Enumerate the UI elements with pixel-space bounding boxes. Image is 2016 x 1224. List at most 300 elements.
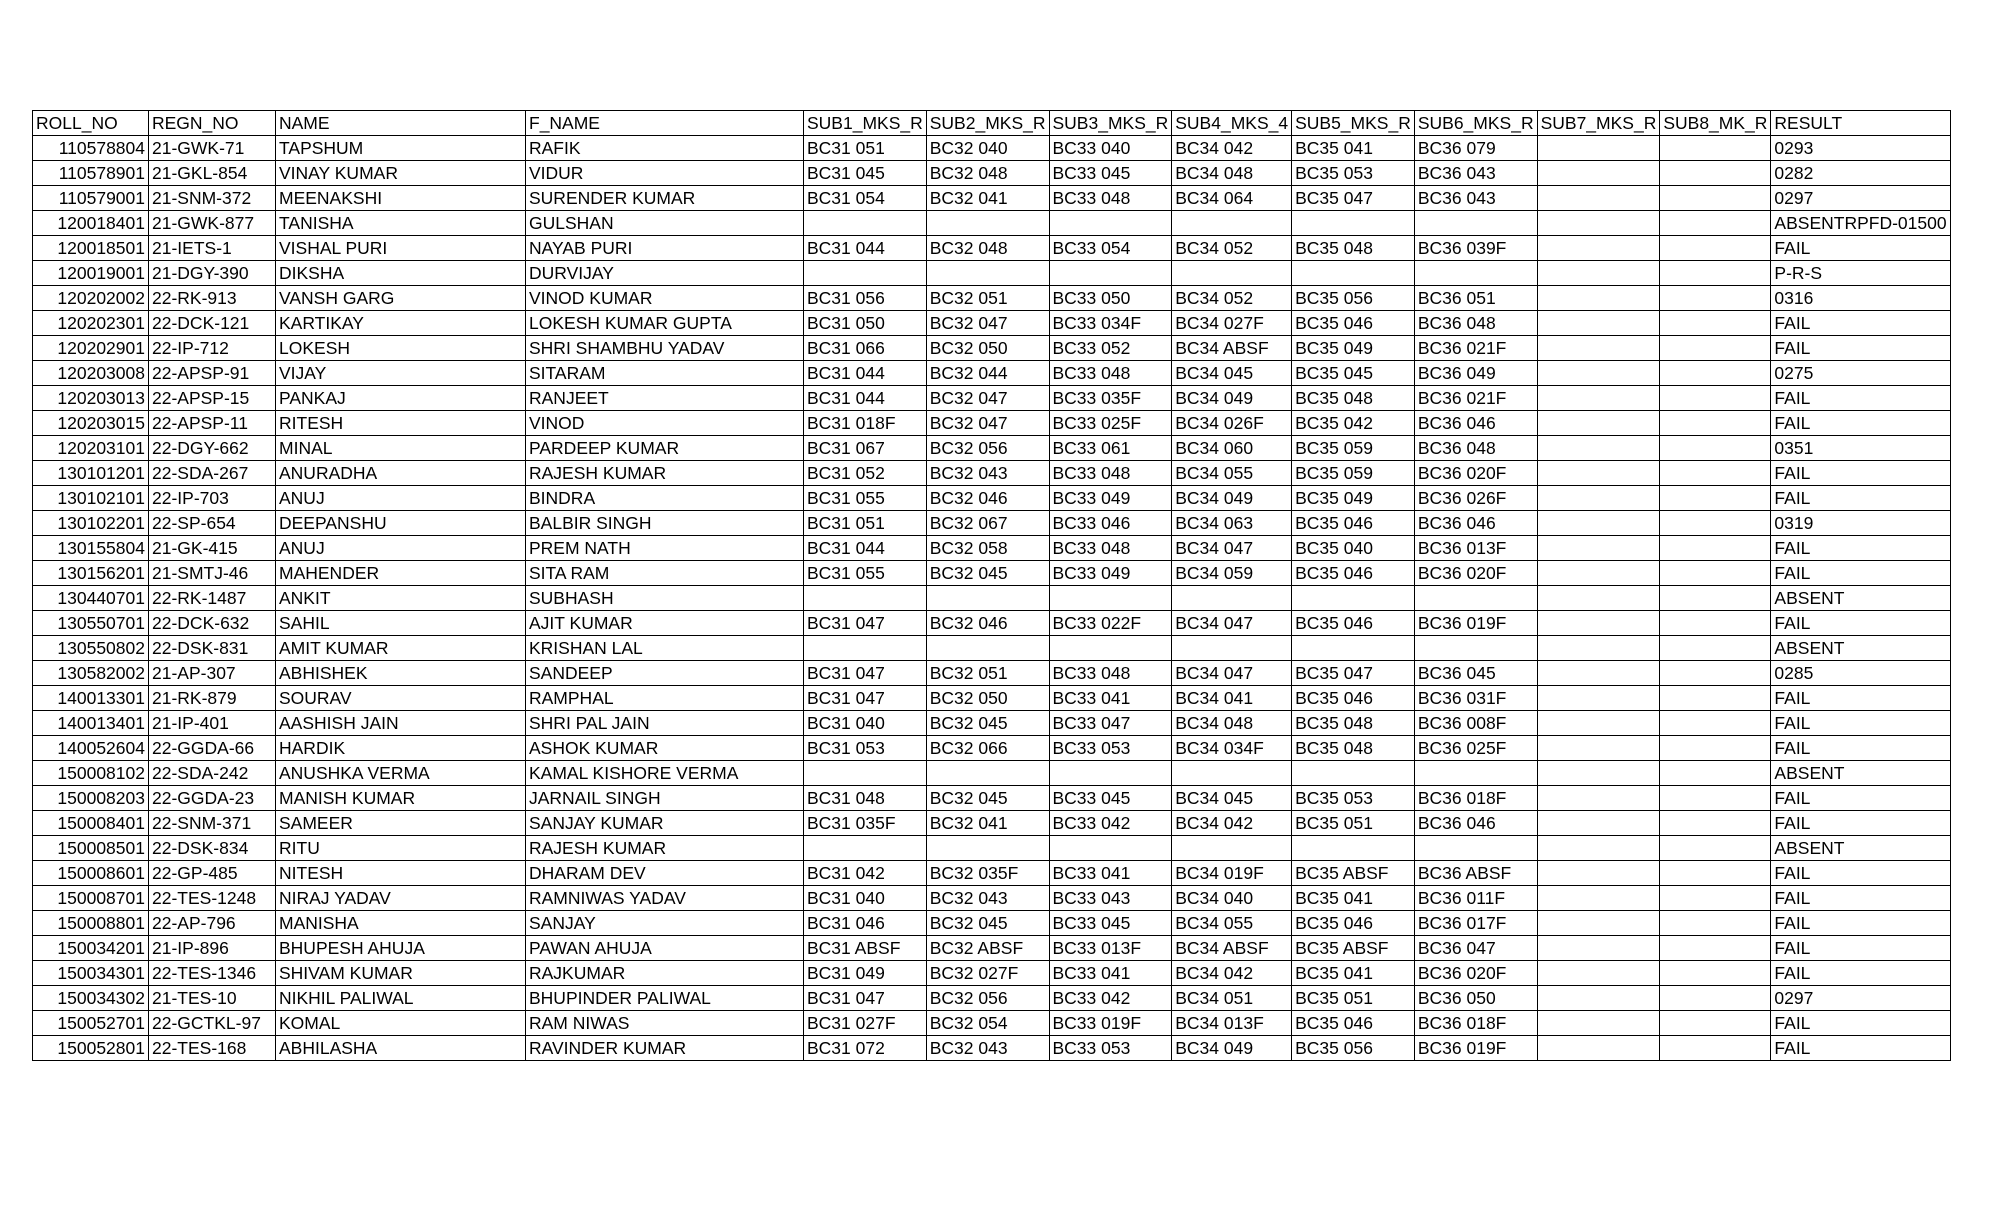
cell-sub5-mks-r: BC35 042	[1292, 411, 1415, 436]
cell-roll-no: 140052604	[33, 736, 149, 761]
cell-name: LOKESH	[276, 336, 526, 361]
cell-regn-no: 21-GWK-877	[149, 211, 276, 236]
cell-sub5-mks-r: BC35 047	[1292, 186, 1415, 211]
cell-sub8-mk-r	[1660, 586, 1771, 611]
cell-sub3-mks-r: BC33 048	[1049, 186, 1172, 211]
cell-regn-no: 21-DGY-390	[149, 261, 276, 286]
cell-sub8-mk-r	[1660, 911, 1771, 936]
cell-sub3-mks-r: BC33 040	[1049, 136, 1172, 161]
cell-sub5-mks-r: BC35 046	[1292, 511, 1415, 536]
cell-sub8-mk-r	[1660, 236, 1771, 261]
cell-f-name: SITA RAM	[526, 561, 804, 586]
cell-sub4-mks-4: BC34 026F	[1172, 411, 1292, 436]
cell-sub2-mks-r: BC32 067	[926, 511, 1049, 536]
cell-sub7-mks-r	[1537, 511, 1660, 536]
cell-sub7-mks-r	[1537, 736, 1660, 761]
cell-sub6-mks-r: BC36 045	[1414, 661, 1537, 686]
cell-sub8-mk-r	[1660, 661, 1771, 686]
cell-sub1-mks-r: BC31 044	[804, 236, 927, 261]
cell-sub6-mks-r: BC36 019F	[1414, 611, 1537, 636]
cell-f-name: SURENDER KUMAR	[526, 186, 804, 211]
cell-sub5-mks-r	[1292, 211, 1415, 236]
cell-name: TANISHA	[276, 211, 526, 236]
cell-result: 0351	[1771, 436, 1950, 461]
cell-f-name: RAJESH KUMAR	[526, 461, 804, 486]
cell-regn-no: 22-SNM-371	[149, 811, 276, 836]
cell-sub5-mks-r: BC35 041	[1292, 961, 1415, 986]
cell-sub3-mks-r: BC33 048	[1049, 661, 1172, 686]
cell-sub7-mks-r	[1537, 486, 1660, 511]
cell-sub7-mks-r	[1537, 411, 1660, 436]
cell-roll-no: 130156201	[33, 561, 149, 586]
cell-sub7-mks-r	[1537, 236, 1660, 261]
cell-roll-no: 150034201	[33, 936, 149, 961]
cell-sub5-mks-r: BC35 056	[1292, 286, 1415, 311]
cell-sub8-mk-r	[1660, 711, 1771, 736]
table-row	[33, 811, 1951, 836]
cell-sub4-mks-4	[1172, 261, 1292, 286]
cell-name: RITU	[276, 836, 526, 861]
cell-sub3-mks-r: BC33 022F	[1049, 611, 1172, 636]
cell-sub5-mks-r: BC35 046	[1292, 911, 1415, 936]
cell-sub5-mks-r: BC35 046	[1292, 611, 1415, 636]
table-row	[33, 136, 1951, 161]
cell-name: ABHISHEK	[276, 661, 526, 686]
column-header-f-name: F_NAME	[526, 111, 804, 136]
cell-sub7-mks-r	[1537, 211, 1660, 236]
cell-sub3-mks-r: BC33 061	[1049, 436, 1172, 461]
cell-sub8-mk-r	[1660, 836, 1771, 861]
cell-result: ABSENT	[1771, 636, 1950, 661]
cell-result: FAIL	[1771, 686, 1950, 711]
cell-sub2-mks-r: BC32 041	[926, 811, 1049, 836]
cell-sub7-mks-r	[1537, 461, 1660, 486]
cell-sub6-mks-r: BC36 020F	[1414, 961, 1537, 986]
cell-roll-no: 110578804	[33, 136, 149, 161]
cell-sub7-mks-r	[1537, 586, 1660, 611]
cell-sub5-mks-r: BC35 041	[1292, 136, 1415, 161]
cell-sub2-mks-r: BC32 066	[926, 736, 1049, 761]
cell-sub6-mks-r: BC36 047	[1414, 936, 1537, 961]
cell-sub1-mks-r: BC31 045	[804, 161, 927, 186]
cell-sub8-mk-r	[1660, 336, 1771, 361]
cell-sub6-mks-r	[1414, 211, 1537, 236]
cell-roll-no: 130101201	[33, 461, 149, 486]
cell-sub2-mks-r: BC32 048	[926, 161, 1049, 186]
cell-name: KARTIKAY	[276, 311, 526, 336]
cell-sub7-mks-r	[1537, 986, 1660, 1011]
cell-sub2-mks-r: BC32 051	[926, 286, 1049, 311]
cell-result: FAIL	[1771, 1011, 1950, 1036]
cell-f-name: DURVIJAY	[526, 261, 804, 286]
cell-regn-no: 22-TES-168	[149, 1036, 276, 1061]
cell-sub3-mks-r	[1049, 836, 1172, 861]
table-row	[33, 636, 1951, 661]
cell-f-name: SHRI PAL JAIN	[526, 711, 804, 736]
cell-sub3-mks-r: BC33 047	[1049, 711, 1172, 736]
cell-f-name: PARDEEP KUMAR	[526, 436, 804, 461]
cell-sub7-mks-r	[1537, 136, 1660, 161]
cell-sub8-mk-r	[1660, 286, 1771, 311]
cell-regn-no: 22-GCTKL-97	[149, 1011, 276, 1036]
cell-sub3-mks-r: BC33 048	[1049, 461, 1172, 486]
table-row	[33, 261, 1951, 286]
cell-sub1-mks-r: BC31 055	[804, 486, 927, 511]
cell-f-name: RAM NIWAS	[526, 1011, 804, 1036]
cell-sub8-mk-r	[1660, 136, 1771, 161]
column-header-sub7-mks-r: SUB7_MKS_R	[1537, 111, 1660, 136]
cell-sub4-mks-4: BC34 064	[1172, 186, 1292, 211]
cell-sub1-mks-r: BC31 047	[804, 986, 927, 1011]
cell-sub6-mks-r	[1414, 636, 1537, 661]
cell-sub2-mks-r: BC32 050	[926, 336, 1049, 361]
cell-sub1-mks-r: BC31 053	[804, 736, 927, 761]
cell-roll-no: 150008501	[33, 836, 149, 861]
cell-sub7-mks-r	[1537, 161, 1660, 186]
cell-sub7-mks-r	[1537, 961, 1660, 986]
cell-sub4-mks-4: BC34 059	[1172, 561, 1292, 586]
cell-sub3-mks-r: BC33 049	[1049, 486, 1172, 511]
table-row	[33, 761, 1951, 786]
cell-sub5-mks-r: BC35 048	[1292, 236, 1415, 261]
cell-f-name: NAYAB PURI	[526, 236, 804, 261]
cell-roll-no: 130550701	[33, 611, 149, 636]
cell-name: BHUPESH AHUJA	[276, 936, 526, 961]
cell-name: ANUJ	[276, 536, 526, 561]
cell-result: FAIL	[1771, 386, 1950, 411]
cell-sub5-mks-r: BC35 049	[1292, 486, 1415, 511]
cell-sub3-mks-r: BC33 045	[1049, 786, 1172, 811]
header-row	[33, 111, 1951, 136]
cell-sub2-mks-r: BC32 056	[926, 436, 1049, 461]
table-row	[33, 886, 1951, 911]
cell-name: RITESH	[276, 411, 526, 436]
cell-sub7-mks-r	[1537, 386, 1660, 411]
cell-name: SHIVAM KUMAR	[276, 961, 526, 986]
cell-f-name: SUBHASH	[526, 586, 804, 611]
cell-sub6-mks-r: BC36 046	[1414, 811, 1537, 836]
cell-f-name: AJIT KUMAR	[526, 611, 804, 636]
cell-name: NIKHIL PALIWAL	[276, 986, 526, 1011]
cell-name: MINAL	[276, 436, 526, 461]
cell-regn-no: 22-DSK-834	[149, 836, 276, 861]
cell-sub8-mk-r	[1660, 811, 1771, 836]
cell-sub7-mks-r	[1537, 636, 1660, 661]
cell-sub4-mks-4: BC34 042	[1172, 136, 1292, 161]
cell-sub6-mks-r: BC36 051	[1414, 286, 1537, 311]
cell-sub7-mks-r	[1537, 611, 1660, 636]
cell-result: FAIL	[1771, 886, 1950, 911]
cell-sub5-mks-r	[1292, 836, 1415, 861]
cell-sub2-mks-r: BC32 047	[926, 386, 1049, 411]
cell-sub5-mks-r: BC35 048	[1292, 386, 1415, 411]
cell-sub2-mks-r: BC32 043	[926, 461, 1049, 486]
cell-sub7-mks-r	[1537, 811, 1660, 836]
cell-name: TAPSHUM	[276, 136, 526, 161]
cell-sub5-mks-r: BC35 ABSF	[1292, 936, 1415, 961]
table-row	[33, 686, 1951, 711]
table-row	[33, 1036, 1951, 1061]
cell-sub5-mks-r: BC35 049	[1292, 336, 1415, 361]
cell-sub2-mks-r: BC32 027F	[926, 961, 1049, 986]
cell-sub3-mks-r: BC33 035F	[1049, 386, 1172, 411]
cell-sub1-mks-r: BC31 027F	[804, 1011, 927, 1036]
cell-sub5-mks-r: BC35 048	[1292, 711, 1415, 736]
cell-name: SAMEER	[276, 811, 526, 836]
cell-sub8-mk-r	[1660, 486, 1771, 511]
table-row	[33, 161, 1951, 186]
cell-sub2-mks-r	[926, 261, 1049, 286]
cell-sub1-mks-r: BC31 067	[804, 436, 927, 461]
cell-result: FAIL	[1771, 936, 1950, 961]
cell-sub6-mks-r: BC36 048	[1414, 436, 1537, 461]
cell-sub2-mks-r: BC32 045	[926, 911, 1049, 936]
cell-sub3-mks-r: BC33 019F	[1049, 1011, 1172, 1036]
cell-sub3-mks-r	[1049, 586, 1172, 611]
cell-regn-no: 22-DSK-831	[149, 636, 276, 661]
cell-sub5-mks-r: BC35 059	[1292, 436, 1415, 461]
cell-sub4-mks-4: BC34 048	[1172, 711, 1292, 736]
table-row	[33, 461, 1951, 486]
cell-name: KOMAL	[276, 1011, 526, 1036]
cell-name: MANISHA	[276, 911, 526, 936]
cell-sub6-mks-r: BC36 043	[1414, 161, 1537, 186]
cell-f-name: KAMAL KISHORE VERMA	[526, 761, 804, 786]
cell-f-name: DHARAM DEV	[526, 861, 804, 886]
cell-sub7-mks-r	[1537, 436, 1660, 461]
cell-sub5-mks-r: BC35 041	[1292, 886, 1415, 911]
cell-sub6-mks-r: BC36 020F	[1414, 561, 1537, 586]
cell-sub1-mks-r: BC31 044	[804, 386, 927, 411]
cell-sub3-mks-r: BC33 054	[1049, 236, 1172, 261]
cell-regn-no: 21-IETS-1	[149, 236, 276, 261]
cell-sub8-mk-r	[1660, 411, 1771, 436]
cell-sub4-mks-4: BC34 047	[1172, 661, 1292, 686]
table-row	[33, 386, 1951, 411]
cell-result: FAIL	[1771, 961, 1950, 986]
cell-sub6-mks-r: BC36 ABSF	[1414, 861, 1537, 886]
cell-sub8-mk-r	[1660, 611, 1771, 636]
table-row	[33, 711, 1951, 736]
cell-regn-no: 22-GGDA-23	[149, 786, 276, 811]
cell-name: HARDIK	[276, 736, 526, 761]
cell-f-name: RAJESH KUMAR	[526, 836, 804, 861]
cell-sub5-mks-r	[1292, 761, 1415, 786]
cell-sub4-mks-4: BC34 049	[1172, 386, 1292, 411]
cell-roll-no: 150008701	[33, 886, 149, 911]
cell-sub8-mk-r	[1660, 636, 1771, 661]
cell-sub4-mks-4: BC34 047	[1172, 611, 1292, 636]
cell-sub7-mks-r	[1537, 686, 1660, 711]
cell-f-name: RAMPHAL	[526, 686, 804, 711]
cell-sub2-mks-r: BC32 056	[926, 986, 1049, 1011]
cell-sub7-mks-r	[1537, 836, 1660, 861]
cell-sub8-mk-r	[1660, 536, 1771, 561]
cell-sub6-mks-r: BC36 043	[1414, 186, 1537, 211]
cell-result: ABSENTRPFD-01500	[1771, 211, 1950, 236]
cell-sub5-mks-r: BC35 056	[1292, 1036, 1415, 1061]
cell-name: PANKAJ	[276, 386, 526, 411]
table-row	[33, 586, 1951, 611]
cell-sub2-mks-r: BC32 050	[926, 686, 1049, 711]
cell-sub5-mks-r: BC35 059	[1292, 461, 1415, 486]
cell-sub8-mk-r	[1660, 736, 1771, 761]
cell-f-name: RAJKUMAR	[526, 961, 804, 986]
cell-regn-no: 22-GP-485	[149, 861, 276, 886]
cell-sub6-mks-r: BC36 026F	[1414, 486, 1537, 511]
cell-sub7-mks-r	[1537, 336, 1660, 361]
cell-sub2-mks-r: BC32 043	[926, 1036, 1049, 1061]
cell-sub6-mks-r	[1414, 586, 1537, 611]
cell-roll-no: 120203101	[33, 436, 149, 461]
cell-sub4-mks-4: BC34 ABSF	[1172, 336, 1292, 361]
column-header-roll-no: ROLL_NO	[33, 111, 149, 136]
cell-regn-no: 22-APSP-11	[149, 411, 276, 436]
table-row	[33, 661, 1951, 686]
cell-sub2-mks-r: BC32 041	[926, 186, 1049, 211]
cell-sub5-mks-r: BC35 ABSF	[1292, 861, 1415, 886]
table-row	[33, 361, 1951, 386]
cell-f-name: RAFIK	[526, 136, 804, 161]
cell-sub6-mks-r: BC36 017F	[1414, 911, 1537, 936]
cell-roll-no: 150008401	[33, 811, 149, 836]
cell-roll-no: 130102201	[33, 511, 149, 536]
cell-sub5-mks-r: BC35 040	[1292, 536, 1415, 561]
cell-sub7-mks-r	[1537, 536, 1660, 561]
cell-result: FAIL	[1771, 736, 1950, 761]
cell-roll-no: 120202002	[33, 286, 149, 311]
cell-f-name: PAWAN AHUJA	[526, 936, 804, 961]
cell-roll-no: 120018501	[33, 236, 149, 261]
cell-result: 0275	[1771, 361, 1950, 386]
cell-sub2-mks-r	[926, 211, 1049, 236]
cell-result: FAIL	[1771, 411, 1950, 436]
cell-sub4-mks-4: BC34 042	[1172, 811, 1292, 836]
cell-sub6-mks-r: BC36 046	[1414, 411, 1537, 436]
results-table	[32, 110, 1951, 1061]
cell-sub3-mks-r: BC33 025F	[1049, 411, 1172, 436]
cell-sub8-mk-r	[1660, 386, 1771, 411]
cell-name: ANURADHA	[276, 461, 526, 486]
cell-result: FAIL	[1771, 486, 1950, 511]
cell-name: VISHAL PURI	[276, 236, 526, 261]
cell-sub6-mks-r: BC36 049	[1414, 361, 1537, 386]
cell-sub2-mks-r: BC32 045	[926, 786, 1049, 811]
cell-roll-no: 130550802	[33, 636, 149, 661]
table-body	[33, 136, 1951, 1061]
cell-regn-no: 22-RK-1487	[149, 586, 276, 611]
cell-sub1-mks-r: BC31 056	[804, 286, 927, 311]
cell-sub1-mks-r: BC31 055	[804, 561, 927, 586]
cell-result: ABSENT	[1771, 761, 1950, 786]
cell-f-name: SANJAY KUMAR	[526, 811, 804, 836]
cell-sub5-mks-r: BC35 046	[1292, 561, 1415, 586]
cell-result: 0319	[1771, 511, 1950, 536]
cell-sub4-mks-4: BC34 042	[1172, 961, 1292, 986]
cell-sub2-mks-r: BC32 058	[926, 536, 1049, 561]
cell-sub6-mks-r: BC36 018F	[1414, 1011, 1537, 1036]
cell-sub8-mk-r	[1660, 936, 1771, 961]
table-row	[33, 961, 1951, 986]
cell-roll-no: 120203013	[33, 386, 149, 411]
cell-result: FAIL	[1771, 611, 1950, 636]
cell-regn-no: 22-SDA-242	[149, 761, 276, 786]
table-row	[33, 536, 1951, 561]
cell-roll-no: 150008102	[33, 761, 149, 786]
cell-name: VANSH GARG	[276, 286, 526, 311]
cell-sub1-mks-r: BC31 046	[804, 911, 927, 936]
column-header-sub6-mks-r: SUB6_MKS_R	[1414, 111, 1537, 136]
cell-sub3-mks-r: BC33 041	[1049, 686, 1172, 711]
cell-sub4-mks-4: BC34 041	[1172, 686, 1292, 711]
cell-regn-no: 22-TES-1248	[149, 886, 276, 911]
table-row	[33, 336, 1951, 361]
cell-sub2-mks-r	[926, 836, 1049, 861]
cell-sub7-mks-r	[1537, 1036, 1660, 1061]
cell-roll-no: 130440701	[33, 586, 149, 611]
cell-roll-no: 120202301	[33, 311, 149, 336]
cell-sub4-mks-4: BC34 047	[1172, 536, 1292, 561]
cell-result: FAIL	[1771, 336, 1950, 361]
cell-sub1-mks-r	[804, 636, 927, 661]
cell-regn-no: 22-DGY-662	[149, 436, 276, 461]
cell-sub7-mks-r	[1537, 561, 1660, 586]
cell-sub5-mks-r: BC35 053	[1292, 786, 1415, 811]
cell-roll-no: 120202901	[33, 336, 149, 361]
cell-sub8-mk-r	[1660, 161, 1771, 186]
cell-result: FAIL	[1771, 711, 1950, 736]
cell-sub8-mk-r	[1660, 961, 1771, 986]
cell-sub6-mks-r: BC36 020F	[1414, 461, 1537, 486]
cell-name: MEENAKSHI	[276, 186, 526, 211]
cell-sub1-mks-r	[804, 761, 927, 786]
table-row	[33, 311, 1951, 336]
cell-regn-no: 22-DCK-632	[149, 611, 276, 636]
cell-f-name: LOKESH KUMAR GUPTA	[526, 311, 804, 336]
cell-f-name: JARNAIL SINGH	[526, 786, 804, 811]
cell-sub3-mks-r: BC33 045	[1049, 161, 1172, 186]
column-header-regn-no: REGN_NO	[149, 111, 276, 136]
cell-sub6-mks-r: BC36 050	[1414, 986, 1537, 1011]
cell-f-name: ASHOK KUMAR	[526, 736, 804, 761]
cell-sub6-mks-r: BC36 018F	[1414, 786, 1537, 811]
column-header-sub8-mk-r: SUB8_MK_R	[1660, 111, 1771, 136]
cell-sub4-mks-4: BC34 051	[1172, 986, 1292, 1011]
cell-sub8-mk-r	[1660, 361, 1771, 386]
cell-sub2-mks-r: BC32 ABSF	[926, 936, 1049, 961]
cell-regn-no: 21-GKL-854	[149, 161, 276, 186]
cell-sub7-mks-r	[1537, 886, 1660, 911]
table-row	[33, 436, 1951, 461]
cell-sub5-mks-r: BC35 046	[1292, 1011, 1415, 1036]
cell-sub3-mks-r: BC33 042	[1049, 986, 1172, 1011]
cell-sub6-mks-r: BC36 021F	[1414, 386, 1537, 411]
cell-regn-no: 22-TES-1346	[149, 961, 276, 986]
cell-sub4-mks-4	[1172, 761, 1292, 786]
cell-sub3-mks-r: BC33 049	[1049, 561, 1172, 586]
cell-sub2-mks-r: BC32 047	[926, 311, 1049, 336]
table-row	[33, 486, 1951, 511]
cell-sub7-mks-r	[1537, 761, 1660, 786]
cell-sub4-mks-4	[1172, 211, 1292, 236]
cell-result: P-R-S	[1771, 261, 1950, 286]
cell-sub5-mks-r: BC35 047	[1292, 661, 1415, 686]
cell-result: FAIL	[1771, 536, 1950, 561]
cell-sub8-mk-r	[1660, 686, 1771, 711]
table-row	[33, 186, 1951, 211]
cell-f-name: SANDEEP	[526, 661, 804, 686]
cell-sub1-mks-r: BC31 044	[804, 361, 927, 386]
